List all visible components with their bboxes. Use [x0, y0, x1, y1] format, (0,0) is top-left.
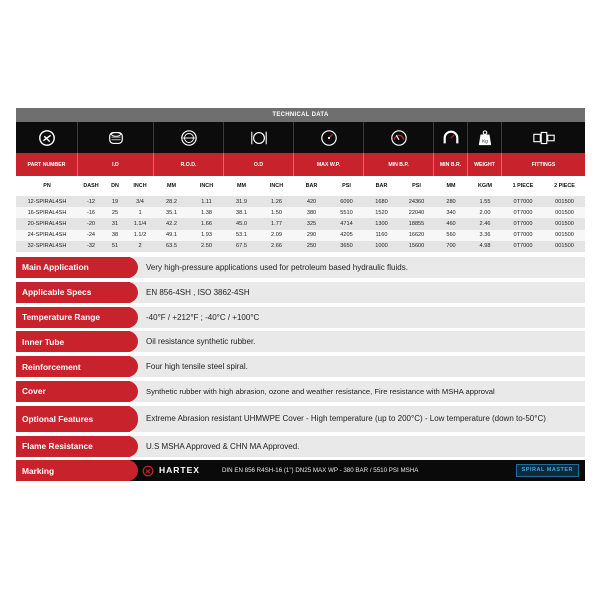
weight-icon [468, 122, 502, 153]
spec-row-reinforcement [16, 356, 585, 377]
od-measure-icon [224, 122, 294, 153]
subheader-cell: PSI [412, 183, 421, 189]
spiral-master-badge: SPIRAL MASTER [516, 464, 579, 477]
table-cell: 460 [434, 218, 468, 229]
subheader-cell: MM [446, 183, 456, 189]
table-cell: 001500 [544, 207, 585, 218]
header-od: O.D [224, 153, 294, 176]
specifications-list [16, 257, 585, 481]
table-row [16, 207, 585, 218]
table-cell: 1000 [364, 241, 399, 252]
table-cell: 28.2 [154, 196, 189, 207]
spec-value: Four high tensile steel spiral. [130, 356, 585, 377]
table-cell: 001500 [544, 230, 585, 241]
table-cell: -24 [78, 230, 104, 241]
table-cell: 22040 [399, 207, 434, 218]
table-cell: 0T7000 [502, 230, 544, 241]
pressure-gauge-icon [294, 122, 364, 153]
table-cell: 51 [104, 241, 126, 252]
subheader-cell: BAR [375, 183, 388, 189]
product-datasheet [16, 108, 585, 485]
table-cell: 1520 [364, 207, 399, 218]
table-cell: 280 [434, 196, 468, 207]
table-cell: 1.93 [189, 230, 224, 241]
table-cell: 5510 [329, 207, 364, 218]
table-cell: 6090 [329, 196, 364, 207]
table-cell: 1.77 [259, 218, 294, 229]
subheader-cell: PSI [342, 183, 351, 189]
table-cell: 1.11 [189, 196, 224, 207]
table-cell: 4205 [329, 230, 364, 241]
table-row [16, 218, 585, 229]
table-cell: 340 [434, 207, 468, 218]
subheader-cell: DN [111, 183, 119, 189]
subheader-cell: 2 PIECE [554, 183, 575, 189]
subheader-cell: 1 PIECE [512, 183, 534, 189]
table-cell: -12 [78, 196, 104, 207]
subheader-row [16, 176, 585, 196]
table-cell: 2.09 [259, 230, 294, 241]
table-cell: 0T7000 [502, 207, 544, 218]
svg-text:Kg: Kg [481, 137, 488, 143]
icon-row [16, 122, 585, 153]
fittings-icon [502, 122, 585, 153]
table-cell: 24360 [399, 196, 434, 207]
subheader-cell: INCH [199, 183, 214, 189]
table-cell: 2 [126, 241, 154, 252]
table-cell: 380 [294, 207, 329, 218]
hartex-logo-icon [142, 465, 154, 477]
table-cell: 420 [294, 196, 329, 207]
table-cell: -16 [78, 207, 104, 218]
subheader-cell: KG/M [477, 183, 493, 189]
header-row [16, 153, 585, 176]
table-cell: 18855 [399, 218, 434, 229]
table-cell: 3650 [329, 241, 364, 252]
subheader-cell: INCH [269, 183, 284, 189]
hose-logo-icon [16, 122, 78, 153]
spec-label: Main Application [16, 257, 130, 278]
header-min-bp: MIN B.P. [364, 153, 434, 176]
spec-value: Synthetic rubber with high abrasion, ozone and weather resistance, Fire resistance with MSHA approval [130, 381, 585, 402]
table-cell: 38 [104, 230, 126, 241]
hose-cross-section-icon [78, 122, 154, 153]
table-cell: 1160 [364, 230, 399, 241]
marking-text: DIN EN 856 R4SH-16 (1") DN25 MAX WP - 380 BAR / 5510 PSI MSHA [221, 467, 419, 475]
table-cell: 31 [104, 218, 126, 229]
table-cell: 2.66 [259, 241, 294, 252]
spec-label: Cover [16, 381, 130, 402]
table-cell: 001500 [544, 241, 585, 252]
table-cell: 25 [104, 207, 126, 218]
spec-row-cover [16, 381, 585, 402]
table-cell: 15600 [399, 241, 434, 252]
table-cell: 1 [126, 207, 154, 218]
header-rod: R.O.D. [154, 153, 224, 176]
table-body [16, 196, 585, 252]
table-cell: 1.55 [468, 196, 502, 207]
table-cell: 49.1 [154, 230, 189, 241]
spec-value: U.S MSHA Approved & CHN MA Approved. [130, 436, 585, 457]
table-cell: 31.9 [224, 196, 259, 207]
table-cell: 45.0 [224, 218, 259, 229]
outer-diameter-icon [154, 122, 224, 153]
table-cell: 1680 [364, 196, 399, 207]
table-cell: 12-SPIRAL4SH [16, 196, 78, 207]
bend-radius-icon [434, 122, 468, 153]
table-cell: 19 [104, 196, 126, 207]
table-cell: 560 [434, 230, 468, 241]
spec-label: Optional Features [16, 406, 130, 432]
table-cell: 1.66 [189, 218, 224, 229]
table-cell: 325 [294, 218, 329, 229]
spec-label: Marking [16, 460, 130, 481]
table-row [16, 196, 585, 207]
subheader-cell: BAR [305, 183, 318, 189]
spec-label: Inner Tube [16, 331, 130, 352]
table-row [16, 241, 585, 252]
table-cell: -32 [78, 241, 104, 252]
table-cell: 1.38 [189, 207, 224, 218]
table-cell: 20-SPIRAL4SH [16, 218, 78, 229]
table-cell: 63.5 [154, 241, 189, 252]
table-cell: 700 [434, 241, 468, 252]
table-cell: 4.98 [468, 241, 502, 252]
table-cell: 2.00 [468, 207, 502, 218]
spec-label: Flame Resistance [16, 436, 130, 457]
table-cell: 38.1 [224, 207, 259, 218]
table-cell: 001500 [544, 196, 585, 207]
table-cell: 2.50 [189, 241, 224, 252]
table-cell: 3.36 [468, 230, 502, 241]
header-part-number: PART NUMBER [16, 153, 78, 176]
spec-value: Oil resistance synthetic rubber. [130, 331, 585, 352]
spec-row-flame-resistance [16, 436, 585, 457]
table-cell: 1.26 [259, 196, 294, 207]
table-cell: 0T7000 [502, 241, 544, 252]
spec-label: Temperature Range [16, 307, 130, 328]
table-cell: 1.1/2 [126, 230, 154, 241]
header-id: I.D [78, 153, 154, 176]
spec-row-marking [16, 460, 585, 481]
subheader-cell: MM [167, 183, 176, 189]
table-cell: 35.1 [154, 207, 189, 218]
burst-gauge-icon [364, 122, 434, 153]
table-cell: 4714 [329, 218, 364, 229]
brand-name: HARTEX [159, 465, 200, 476]
table-cell: 001500 [544, 218, 585, 229]
technical-data-title: TECHNICAL DATA [16, 108, 585, 122]
spec-label: Applicable Specs [16, 282, 130, 303]
spec-row-optional-features [16, 406, 585, 432]
table-cell: 1300 [364, 218, 399, 229]
subheader-cell: DASH [83, 183, 99, 189]
spec-value: Extreme Abrasion resistant UHMWPE Cover - High temperature (up to 200°C) - Low temperature (down to-50°C) [130, 406, 585, 432]
table-cell: 290 [294, 230, 329, 241]
spec-value: Very high-pressure applications used for petroleum based hydraulic fluids. [130, 257, 585, 278]
table-cell: 0T7000 [502, 196, 544, 207]
subheader-cell: PN [43, 183, 51, 189]
table-cell: -20 [78, 218, 104, 229]
table-cell: 67.5 [224, 241, 259, 252]
header-max-wp: MAX W.P. [294, 153, 364, 176]
spec-row-main-application [16, 257, 585, 278]
header-weight: WEIGHT [468, 153, 502, 176]
table-cell: 250 [294, 241, 329, 252]
header-min-br: MIN B.R. [434, 153, 468, 176]
marking-strip [130, 460, 585, 481]
table-cell: 24-SPIRAL4SH [16, 230, 78, 241]
spec-row-inner-tube [16, 331, 585, 352]
header-fittings: FITTINGS [531, 161, 556, 168]
table-row [16, 230, 585, 241]
spec-value: -40°F / +212°F ; -40°C / +100°C [130, 307, 585, 328]
table-cell: 42.2 [154, 218, 189, 229]
hartex-logo [142, 465, 200, 477]
subheader-cell: MM [237, 183, 246, 189]
spec-value: EN 856-4SH , ISO 3862-4SH [130, 282, 585, 303]
table-cell: 16-SPIRAL4SH [16, 207, 78, 218]
spec-row-applicable-specs [16, 282, 585, 303]
table-cell: 1.50 [259, 207, 294, 218]
table-cell: 2.46 [468, 218, 502, 229]
spec-row-temperature-range [16, 307, 585, 328]
table-cell: 16620 [399, 230, 434, 241]
technical-data-table [16, 196, 585, 252]
table-cell: 53.1 [224, 230, 259, 241]
subheader-cell: INCH [133, 183, 147, 189]
spec-label: Reinforcement [16, 356, 130, 377]
table-cell: 1.1/4 [126, 218, 154, 229]
table-cell: 0T7000 [502, 218, 544, 229]
table-cell: 3/4 [126, 196, 154, 207]
table-cell: 32-SPIRAL4SH [16, 241, 78, 252]
